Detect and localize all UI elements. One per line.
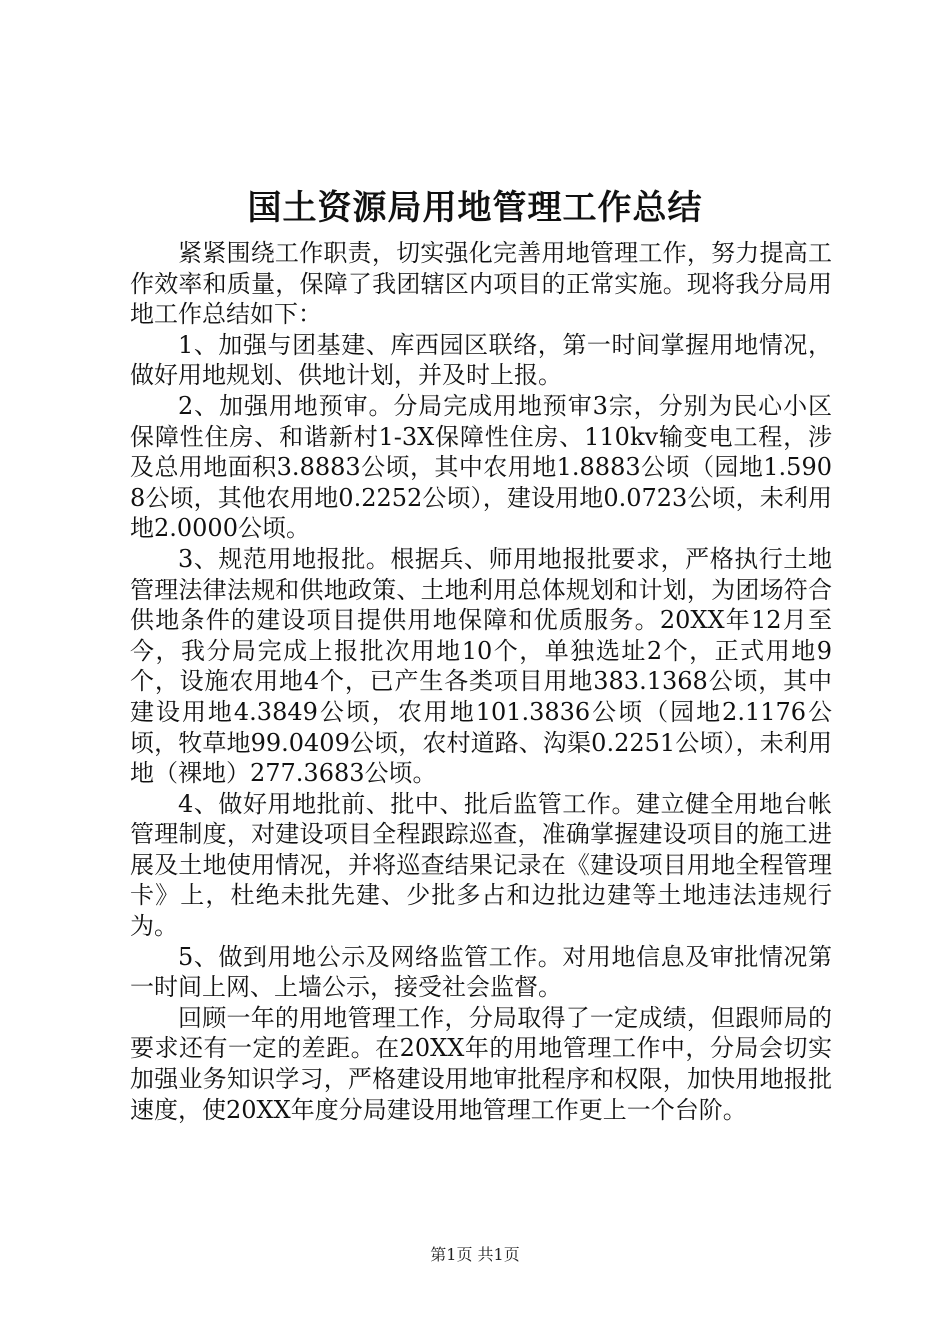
item-2-paragraph: 2、加强用地预审。分局完成用地预审3宗，分别为民心小区保障性住房、和谐新村1-3X保障性住房、110kv输变电工程，涉及总用地面积3.8883公顷，其中农用地1.8883公顷（园地1.5908公顷，其他农用地0.2252公顷），建设用地0.0723公顷，未利用地2.0000公顷。: [130, 391, 832, 543]
document-title: 国土资源局用地管理工作总结: [247, 188, 703, 228]
intro-paragraph: 紧紧围绕工作职责，切实强化完善用地管理工作，努力提高工作效率和质量，保障了我团辖区内项目的正常实施。现将我分局用地工作总结如下：: [130, 239, 832, 329]
item-3-paragraph: 3、规范用地报批。根据兵、师用地报批要求，严格执行土地管理法律法规和供地政策、土地利用总体规划和计划，为团场符合供地条件的建设项目提供用地保障和优质服务。20XX年12月至今，我分局完成上报批次用地10个，单独选址2个，正式用地9个，设施农用地4个，已产生各类项目用地383.1368公顷，其中建设用地4.3849公顷，农用地101.3836公顷（园地2.1176公顷，牧草地99.0409公顷，农村道路、沟渠0.2251公顷），未利用地（裸地）277.3683公顷。: [130, 544, 832, 788]
item-1-paragraph: 1、加强与团基建、库西园区联络，第一时间掌握用地情况，做好用地规划、供地计划，并及时上报。: [130, 330, 832, 390]
item-4-paragraph: 4、做好用地批前、批中、批后监管工作。建立健全用地台帐管理制度，对建设项目全程跟踪巡查，准确掌握建设项目的施工进展及土地使用情况，并将巡查结果记录在《建设项目用地全程管理卡》上，杜绝未批先建、少批多占和边批边建等土地违法违规行为。: [130, 789, 832, 941]
page-footer: 第1页 共1页: [430, 1245, 520, 1264]
item-5-paragraph: 5、做到用地公示及网络监管工作。对用地信息及审批情况第一时间上网、上墙公示，接受社会监督。: [130, 942, 832, 1002]
conclusion-paragraph: 回顾一年的用地管理工作，分局取得了一定成绩，但跟师局的要求还有一定的差距。在20XX年的用地管理工作中，分局会切实加强业务知识学习，严格建设用地审批程序和权限，加快用地报批速度，使20XX年度分局建设用地管理工作更上一个台阶。: [130, 1003, 832, 1124]
document-body: [130, 238, 832, 1125]
